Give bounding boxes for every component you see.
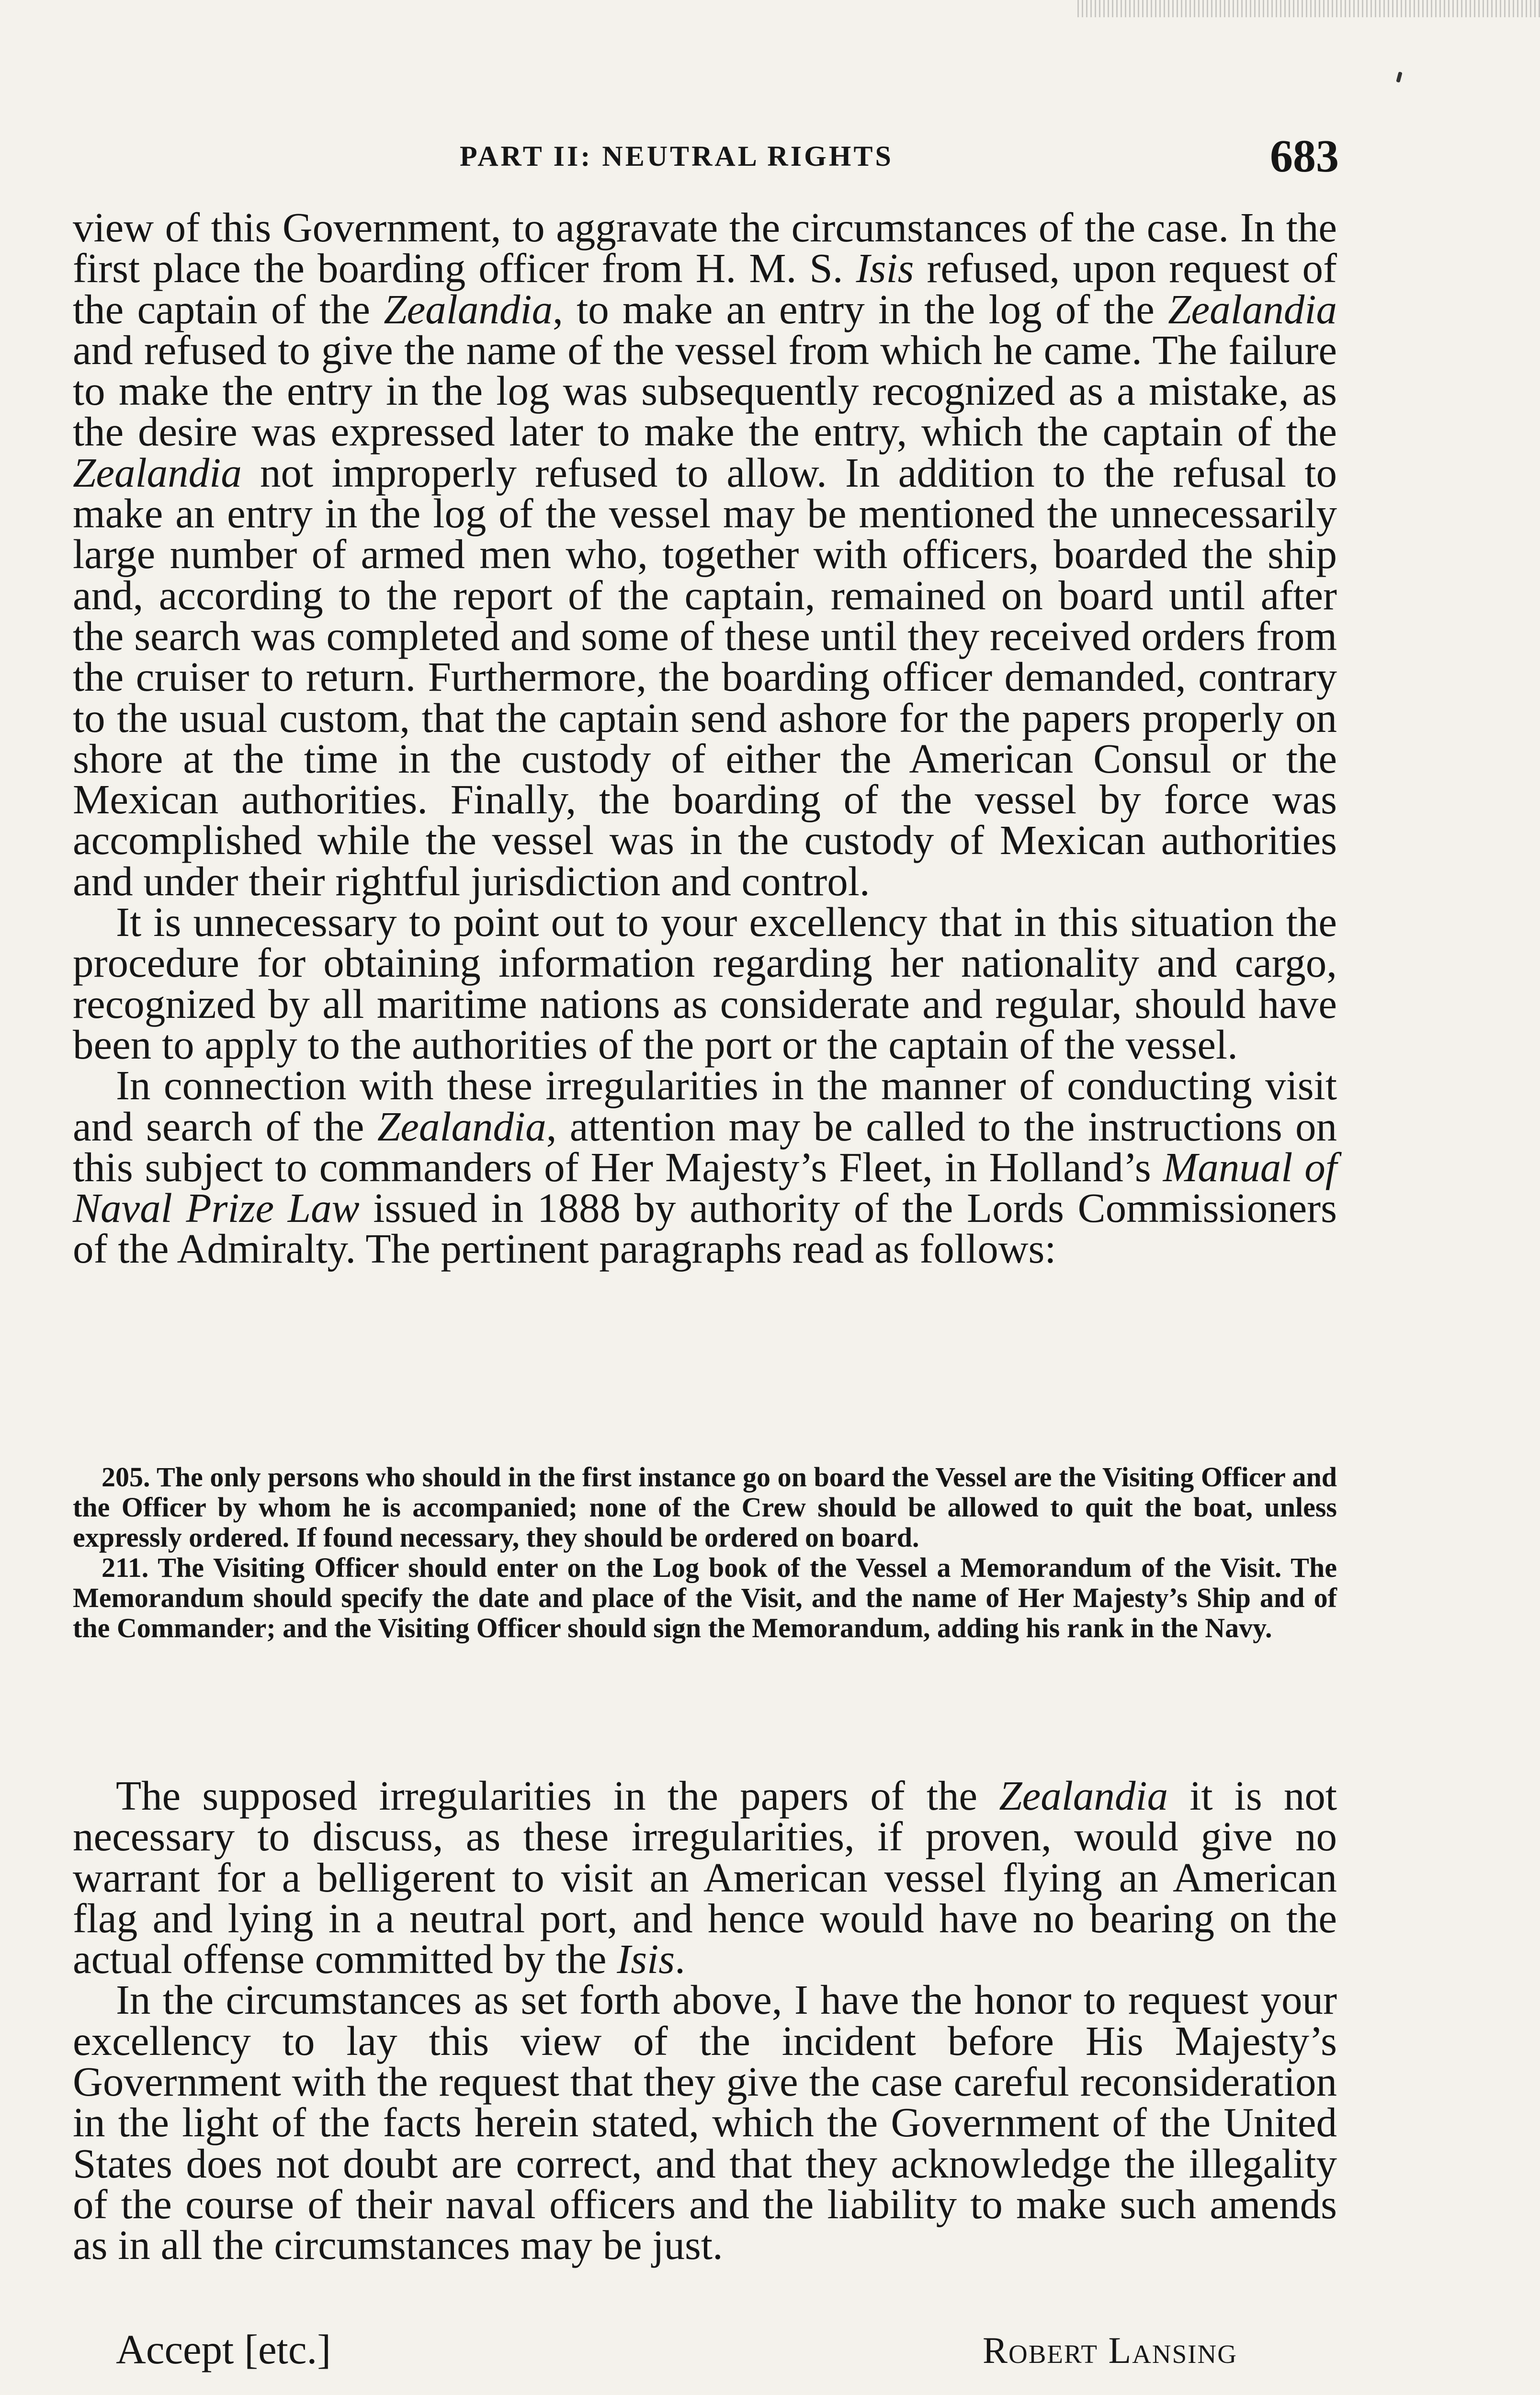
paragraph-4: The supposed irregularities in the papers of the Zealandia it is not necessary to discuss, as these irregularities, if proven, would give no warrant for a belligerent to visit an American vessel flying an American flag and lying in a neutral port, and hence would have no bearing on the actual offense committed by the Isis. (73, 1772, 1337, 1983)
scan-artifact (1077, 0, 1540, 17)
italic-span: Isis (617, 1936, 675, 1983)
italic-span: Isis (856, 245, 914, 292)
block-quote (73, 1462, 1337, 1643)
italic-span: Zealandia (73, 449, 242, 496)
signature: Robert Lansing (983, 2329, 1237, 2371)
italic-span: Zealandia (1168, 285, 1337, 332)
page-number: 683 (1270, 130, 1339, 182)
italic-span: Manual of Naval Prize Law (73, 1143, 1337, 1232)
italic-span: Zealandia (384, 285, 553, 332)
paragraph-1: view of this Government, to aggravate the circumstances of the case. In the first place the boarding officer from H. M. S. Isis refused, upon request of the captain of the Zealandia, to make an entry in the log of the Zealandia and refused to give the name of the vessel from which he came. The failure to make the entry in the log was subsequently recognized as a mistake, as the desire was expressed later to make the entry, which the captain of the Zealandia not improperly refused to allow. In addition to the refusal to make an entry in the log of the vessel may be mentioned the unnecessarily large number of armed men who, together with officers, boarded the ship and, according to the report of the captain, remained on board until after the search was completed and some of these until they received orders from the cruiser to return. Furthermore, the boarding officer demanded, contrary to the usual custom, that the captain send ashore for the papers properly on shore at the time in the custody of either the American Consul or the Mexican authorities. Finally, the boarding of the vessel by force was accomplished while the vessel was in the custody of Mexican authorities and under their rightful jurisdiction and control. (73, 204, 1337, 904)
valediction: Accept [etc.] (116, 2326, 331, 2372)
body-text (73, 204, 1337, 1272)
paragraph-5: In the circumstances as set forth above, I have the honor to request your excellency to lay this view of the incident before His Majesty’s Government with the request that they give the case careful reconsideration in the light of the facts herein stated, which the Government of the United States does not doubt are correct, and that they acknowledge the illegality of the course of their naval officers and the liability to make such amends as in all the circumstances may be just. (73, 1976, 1337, 2269)
quote-item-205: 205. The only persons who should in the first instance go on board the Vessel are the Visiting Officer and the Officer by whom he is accompanied; none of the Crew should be allowed to quit the boat, unless expressly ordered. If found necessary, they should be ordered on board. (73, 1461, 1337, 1553)
scan-mark (1396, 71, 1402, 82)
paragraph-2: It is unnecessary to point out to your excellency that in this situation the procedure for obtaining information regarding her nationality and cargo, recognized by all maritime nations as considerate and regular, should have been to apply to the authorities of the port or the captain of the vessel. (73, 899, 1337, 1068)
running-head: PART II: NEUTRAL RIGHTS (460, 140, 894, 172)
italic-span: Zealandia (999, 1772, 1168, 1819)
paragraph-3: In connection with these irregularities in the manner of conducting visit and search of the Zealandia, attention may be called to the instructions on this subject to commanders of Her Majesty’s Fleet, in Holland’s Manual of Naval Prize Law issued in 1888 by authority of the Lords Commissioners of the Admiralty. The pertinent paragraphs read as follows: (73, 1062, 1337, 1272)
italic-span: Zealandia (377, 1103, 546, 1150)
quote-item-211: 211. The Visiting Officer should enter on the Log book of the Vessel a Memorandum of the Visit. The Memorandum should specify the date and place of the Visit, and the name of Her Majesty’s Ship and of the Commander; and the Visiting Officer should sign the Memorandum, adding his rank in the Navy. (73, 1552, 1337, 1643)
body-text-continued (73, 1772, 1337, 2269)
